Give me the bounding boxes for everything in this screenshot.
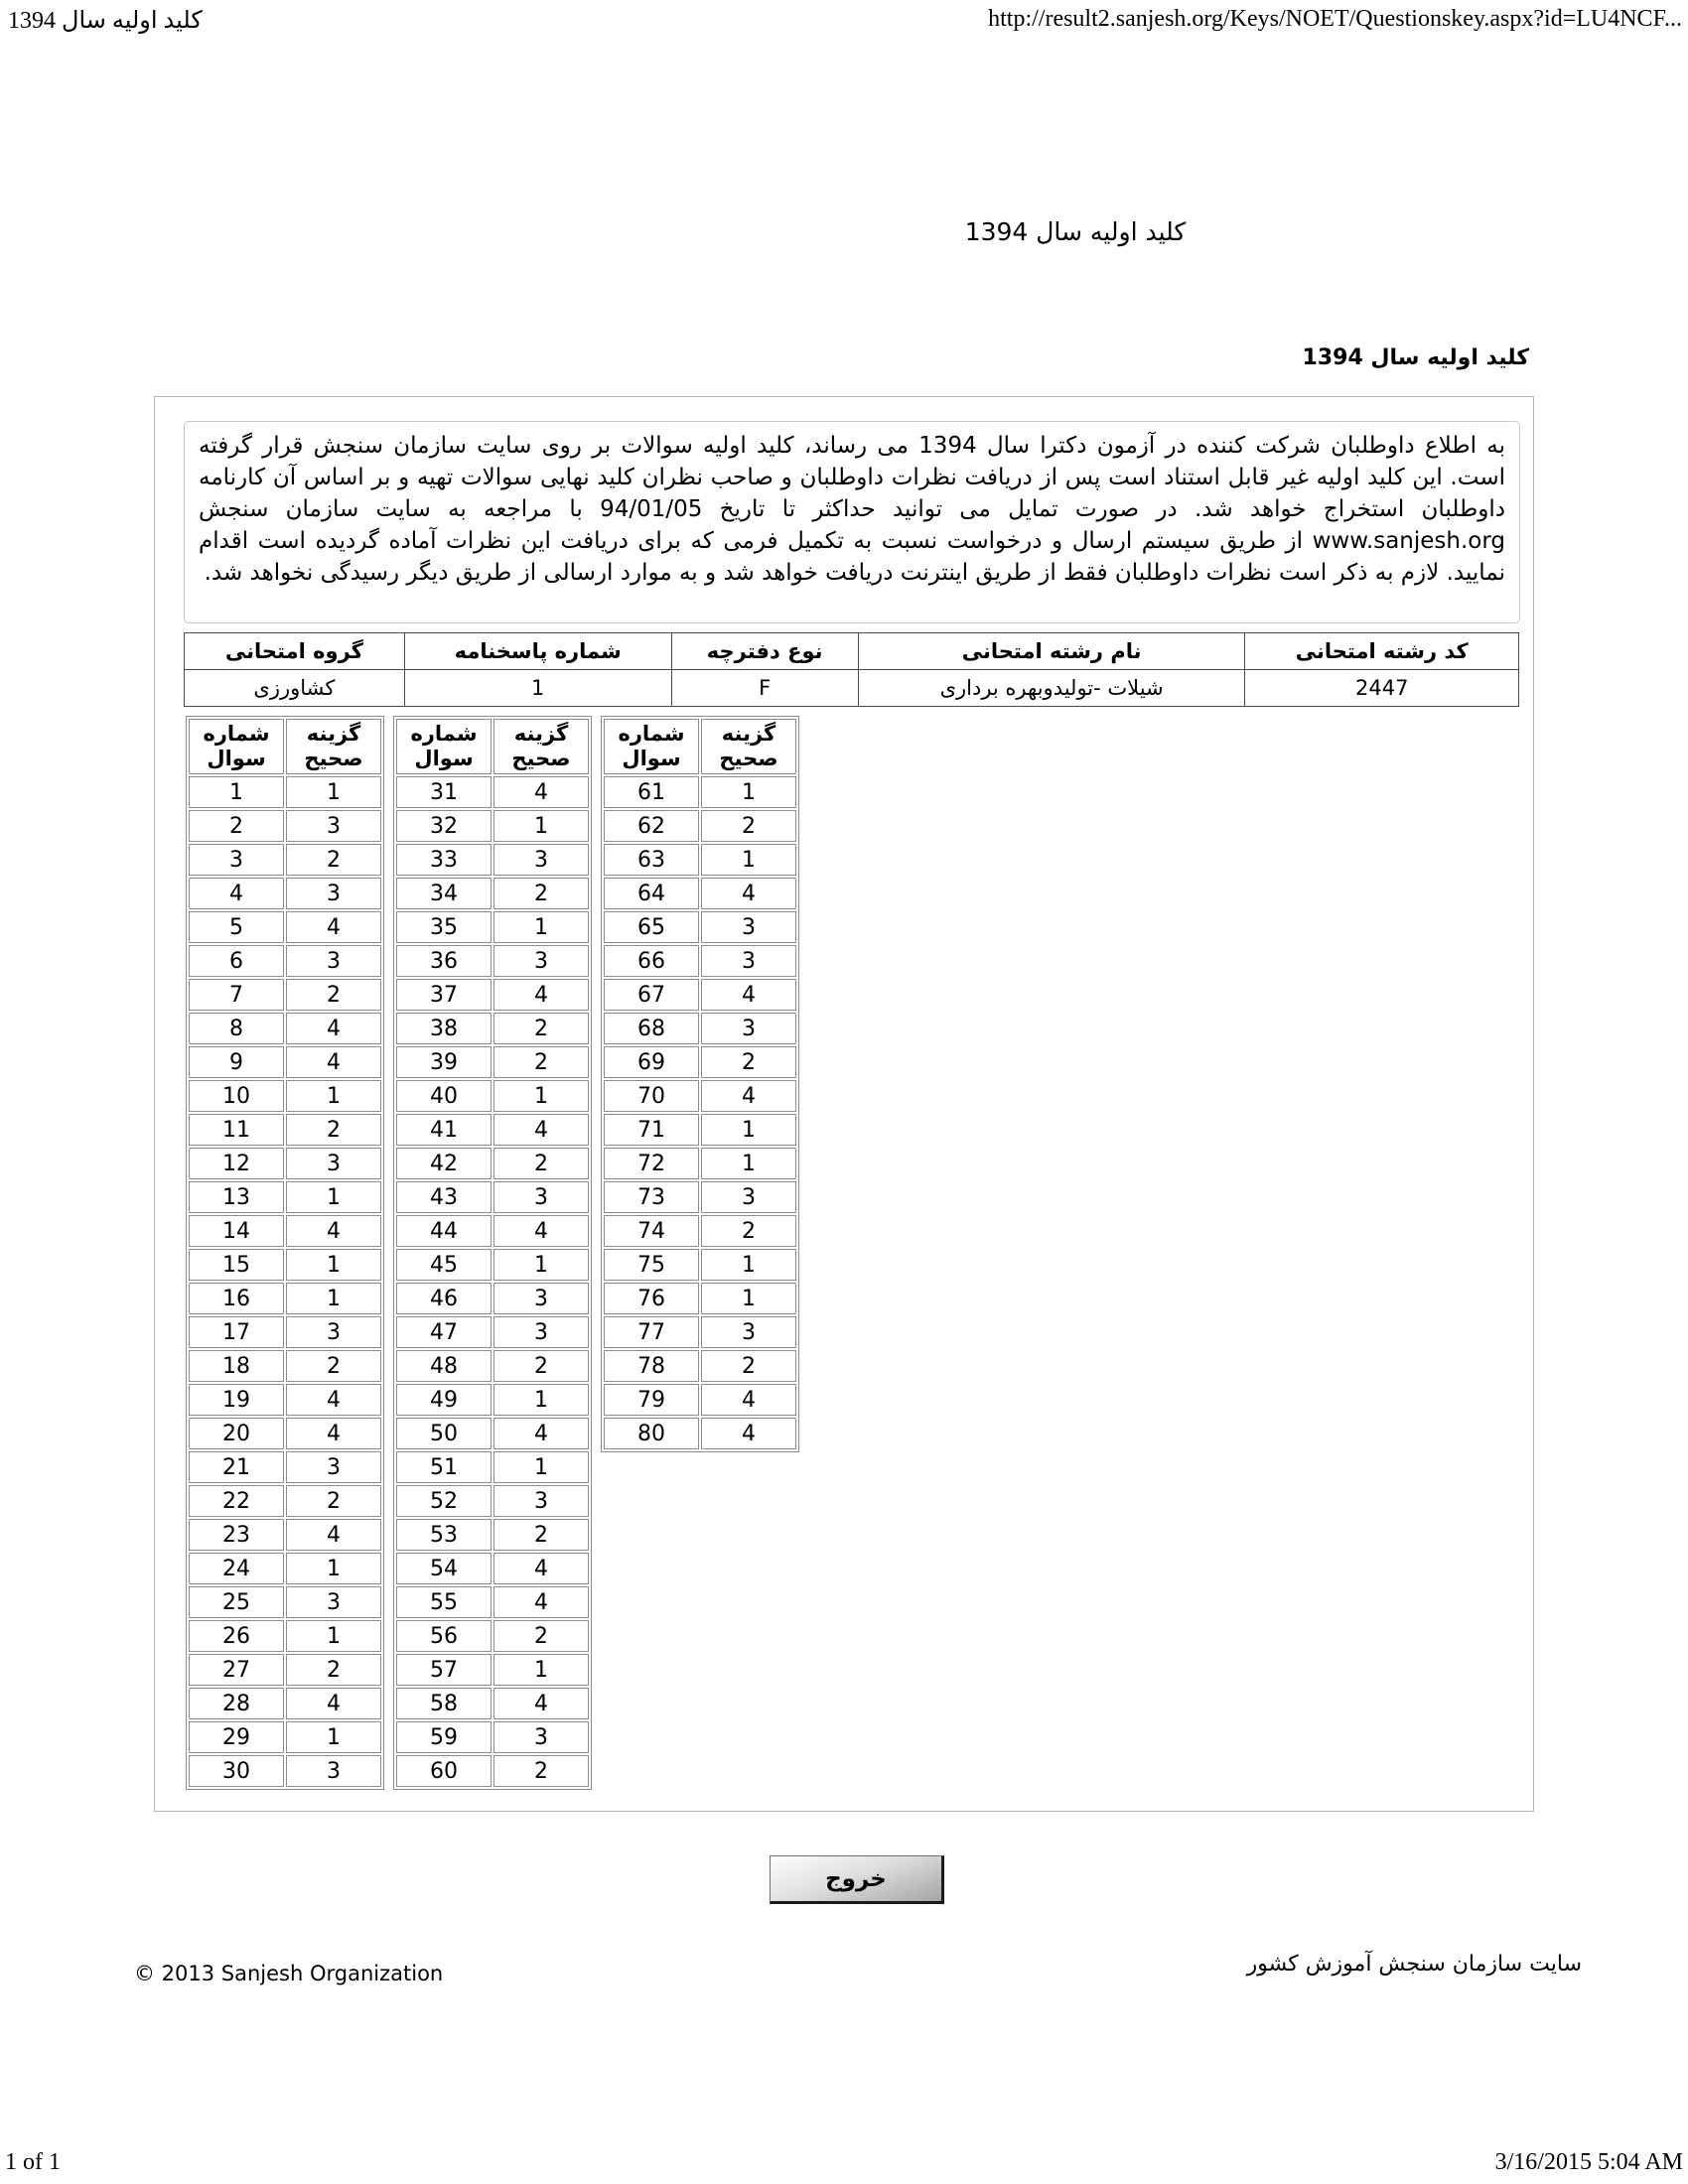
answer-table-1-30 xyxy=(186,716,384,1790)
correct-option: 3 xyxy=(286,810,381,842)
page-subtitle: کلید اولیه سال 1394 xyxy=(1302,345,1529,370)
print-header-title: کلید اولیه سال 1394 xyxy=(8,8,203,34)
question-number: 26 xyxy=(189,1620,284,1652)
question-number: 21 xyxy=(189,1451,284,1483)
question-number: 78 xyxy=(604,1350,699,1382)
question-number: 2 xyxy=(189,810,284,842)
question-number: 8 xyxy=(189,1013,284,1044)
answer-row xyxy=(189,1283,381,1314)
question-number: 69 xyxy=(604,1046,699,1078)
question-number: 45 xyxy=(396,1249,492,1281)
answer-row xyxy=(396,1586,589,1618)
correct-option: 1 xyxy=(701,1283,796,1314)
question-header-line2: سوال xyxy=(622,747,681,770)
correct-option: 4 xyxy=(493,1418,589,1449)
correct-option: 3 xyxy=(701,1181,796,1213)
answer-header-line1: گزینه xyxy=(306,722,361,746)
question-header-line1: شماره xyxy=(618,722,685,746)
answersheet-number-value: 1 xyxy=(404,670,671,707)
answer-row xyxy=(604,1114,796,1146)
answer-row xyxy=(604,1249,796,1281)
correct-option: 1 xyxy=(701,776,796,808)
answer-row xyxy=(604,1283,796,1314)
answer-row xyxy=(396,1721,589,1753)
answer-row xyxy=(604,878,796,909)
answer-header-line2: صحیح xyxy=(511,747,571,770)
correct-option: 1 xyxy=(701,844,796,876)
answer-row xyxy=(604,979,796,1011)
correct-option-header xyxy=(286,719,381,774)
answer-row xyxy=(396,776,589,808)
correct-option: 2 xyxy=(493,878,589,909)
question-number: 23 xyxy=(189,1519,284,1551)
answer-row xyxy=(604,1046,796,1078)
answer-row xyxy=(189,1418,381,1449)
question-number: 80 xyxy=(604,1418,699,1449)
question-number: 58 xyxy=(396,1688,492,1719)
correct-option-header xyxy=(493,719,589,774)
answer-row xyxy=(396,945,589,977)
answer-row xyxy=(396,1755,589,1787)
correct-option-header xyxy=(701,719,796,774)
question-number: 52 xyxy=(396,1485,492,1517)
answer-row xyxy=(396,1249,589,1281)
question-number: 39 xyxy=(396,1046,492,1078)
correct-option: 2 xyxy=(286,1485,381,1517)
correct-option: 4 xyxy=(493,1215,589,1247)
correct-option: 1 xyxy=(493,1654,589,1686)
answer-row xyxy=(189,979,381,1011)
correct-option: 4 xyxy=(286,1046,381,1078)
correct-option: 1 xyxy=(493,1249,589,1281)
answer-row xyxy=(396,1013,589,1044)
answer-row xyxy=(396,1316,589,1348)
correct-option: 4 xyxy=(701,1418,796,1449)
answer-row xyxy=(189,1148,381,1179)
question-number: 60 xyxy=(396,1755,492,1787)
question-number: 79 xyxy=(604,1384,699,1416)
answer-row xyxy=(396,1553,589,1584)
correct-option: 1 xyxy=(286,1721,381,1753)
answer-row xyxy=(396,1519,589,1551)
answer-row xyxy=(396,1384,589,1416)
correct-option: 1 xyxy=(701,1249,796,1281)
correct-option: 1 xyxy=(493,1080,589,1112)
correct-option: 3 xyxy=(493,1316,589,1348)
question-number: 24 xyxy=(189,1553,284,1584)
answer-row xyxy=(189,1316,381,1348)
answer-row xyxy=(396,911,589,943)
correct-option: 3 xyxy=(286,1586,381,1618)
correct-option: 4 xyxy=(286,911,381,943)
answer-row xyxy=(604,911,796,943)
correct-option: 4 xyxy=(286,1013,381,1044)
answer-row xyxy=(189,1654,381,1686)
question-number: 41 xyxy=(396,1114,492,1146)
correct-option: 2 xyxy=(493,1148,589,1179)
question-header-line2: سوال xyxy=(414,747,474,770)
answer-row xyxy=(189,1215,381,1247)
question-number: 12 xyxy=(189,1148,284,1179)
correct-option: 1 xyxy=(286,1249,381,1281)
answer-row xyxy=(604,1384,796,1416)
answer-row xyxy=(396,1080,589,1112)
answer-row xyxy=(396,1148,589,1179)
question-number: 34 xyxy=(396,878,492,909)
answer-row xyxy=(189,1181,381,1213)
question-number: 65 xyxy=(604,911,699,943)
answer-table-header-row xyxy=(189,719,381,774)
question-number: 16 xyxy=(189,1283,284,1314)
answer-row xyxy=(189,1080,381,1112)
question-number: 29 xyxy=(189,1721,284,1753)
correct-option: 3 xyxy=(286,1755,381,1787)
question-number: 20 xyxy=(189,1418,284,1449)
correct-option: 4 xyxy=(286,1519,381,1551)
correct-option: 3 xyxy=(286,1316,381,1348)
correct-option: 2 xyxy=(701,1046,796,1078)
answer-row xyxy=(604,1350,796,1382)
answer-row xyxy=(189,844,381,876)
question-number: 27 xyxy=(189,1654,284,1686)
correct-option: 1 xyxy=(286,1553,381,1584)
question-number: 59 xyxy=(396,1721,492,1753)
answer-row xyxy=(604,945,796,977)
question-header-line1: شماره xyxy=(203,722,270,746)
correct-option: 1 xyxy=(286,1080,381,1112)
answer-row xyxy=(604,1316,796,1348)
answer-row xyxy=(189,1519,381,1551)
question-number: 71 xyxy=(604,1114,699,1146)
correct-option: 4 xyxy=(493,1586,589,1618)
answer-row xyxy=(604,776,796,808)
correct-option: 3 xyxy=(493,1721,589,1753)
answer-row xyxy=(189,1586,381,1618)
correct-option: 1 xyxy=(701,1114,796,1146)
answer-row xyxy=(189,1721,381,1753)
question-number: 48 xyxy=(396,1350,492,1382)
exam-info-value-row xyxy=(185,670,1519,707)
correct-option: 2 xyxy=(493,1620,589,1652)
question-number: 73 xyxy=(604,1181,699,1213)
correct-option: 3 xyxy=(493,1181,589,1213)
exam-code-header: کد رشته امتحانی xyxy=(1245,633,1519,670)
correct-option: 4 xyxy=(701,878,796,909)
question-number: 50 xyxy=(396,1418,492,1449)
answer-row xyxy=(189,1114,381,1146)
question-number: 19 xyxy=(189,1384,284,1416)
correct-option: 1 xyxy=(286,1283,381,1314)
answer-row xyxy=(604,1418,796,1449)
answer-row xyxy=(604,1181,796,1213)
booklet-type-header: نوع دفترچه xyxy=(671,633,858,670)
question-number: 56 xyxy=(396,1620,492,1652)
answer-row xyxy=(396,1350,589,1382)
answer-row xyxy=(396,1114,589,1146)
print-header-url: http://result2.sanjesh.org/Keys/NOET/Questionskey.aspx?id=LU4NCF... xyxy=(988,6,1682,32)
answer-row xyxy=(189,1755,381,1787)
question-number: 70 xyxy=(604,1080,699,1112)
correct-option: 2 xyxy=(286,1114,381,1146)
answer-row xyxy=(189,1485,381,1517)
answer-row xyxy=(396,979,589,1011)
question-number: 3 xyxy=(189,844,284,876)
answer-row xyxy=(189,1688,381,1719)
question-number: 13 xyxy=(189,1181,284,1213)
correct-option: 2 xyxy=(493,1755,589,1787)
correct-option: 4 xyxy=(286,1215,381,1247)
question-number: 77 xyxy=(604,1316,699,1348)
answer-row xyxy=(189,1553,381,1584)
question-number: 62 xyxy=(604,810,699,842)
question-number: 28 xyxy=(189,1688,284,1719)
correct-option: 1 xyxy=(286,1181,381,1213)
answer-key-tables xyxy=(186,716,799,1790)
correct-option: 1 xyxy=(493,810,589,842)
answer-row xyxy=(396,1654,589,1686)
answer-row xyxy=(396,1451,589,1483)
question-number: 31 xyxy=(396,776,492,808)
answer-row xyxy=(396,844,589,876)
correct-option: 3 xyxy=(493,1485,589,1517)
question-number: 76 xyxy=(604,1283,699,1314)
exit-button[interactable]: خروج xyxy=(770,1855,944,1904)
booklet-type-value: F xyxy=(671,670,858,707)
correct-option: 1 xyxy=(286,776,381,808)
answer-row xyxy=(189,1046,381,1078)
question-number: 42 xyxy=(396,1148,492,1179)
correct-option: 1 xyxy=(286,1620,381,1652)
question-number: 61 xyxy=(604,776,699,808)
question-number: 25 xyxy=(189,1586,284,1618)
answer-row xyxy=(396,878,589,909)
question-number: 14 xyxy=(189,1215,284,1247)
answer-row xyxy=(189,1013,381,1044)
answer-row xyxy=(396,810,589,842)
correct-option: 4 xyxy=(286,1384,381,1416)
question-number: 38 xyxy=(396,1013,492,1044)
exam-code-value: 2447 xyxy=(1245,670,1519,707)
correct-option: 1 xyxy=(493,911,589,943)
question-number: 35 xyxy=(396,911,492,943)
correct-option: 3 xyxy=(493,844,589,876)
correct-option: 2 xyxy=(701,1215,796,1247)
exam-group-header: گروه امتحانی xyxy=(185,633,405,670)
answer-row xyxy=(189,1451,381,1483)
answer-table-31-60 xyxy=(393,716,592,1790)
question-number: 17 xyxy=(189,1316,284,1348)
exam-info-table xyxy=(184,632,1519,707)
answer-row xyxy=(189,776,381,808)
answer-header-line1: گزینه xyxy=(721,722,776,746)
answer-row xyxy=(396,1688,589,1719)
answer-table-header-row xyxy=(396,719,589,774)
answer-row xyxy=(189,1620,381,1652)
question-number: 55 xyxy=(396,1586,492,1618)
answersheet-number-header: شماره پاسخنامه xyxy=(404,633,671,670)
correct-option: 3 xyxy=(701,1013,796,1044)
question-number-header xyxy=(396,719,492,774)
question-number: 57 xyxy=(396,1654,492,1686)
answer-table-61-80 xyxy=(601,716,799,1452)
correct-option: 3 xyxy=(286,878,381,909)
correct-option: 3 xyxy=(286,1451,381,1483)
correct-option: 2 xyxy=(701,810,796,842)
correct-option: 2 xyxy=(493,1350,589,1382)
answer-header-line2: صحیح xyxy=(304,747,363,770)
question-number: 40 xyxy=(396,1080,492,1112)
answer-row xyxy=(604,1215,796,1247)
answer-row xyxy=(396,1181,589,1213)
correct-option: 3 xyxy=(701,911,796,943)
correct-option: 4 xyxy=(493,979,589,1011)
question-number: 64 xyxy=(604,878,699,909)
answer-row xyxy=(396,1046,589,1078)
question-number: 36 xyxy=(396,945,492,977)
correct-option: 3 xyxy=(286,945,381,977)
answer-row xyxy=(396,1418,589,1449)
question-number: 51 xyxy=(396,1451,492,1483)
correct-option: 2 xyxy=(493,1046,589,1078)
copyright-text: © 2013 Sanjesh Organization xyxy=(134,1962,444,1985)
question-number: 15 xyxy=(189,1249,284,1281)
exam-group-value: کشاورزی xyxy=(185,670,405,707)
answer-row xyxy=(189,1384,381,1416)
major-name-value: شیلات -تولیدوبهره برداری xyxy=(858,670,1245,707)
question-number-header xyxy=(189,719,284,774)
question-number: 32 xyxy=(396,810,492,842)
question-number: 11 xyxy=(189,1114,284,1146)
answer-header-line2: صحیح xyxy=(719,747,778,770)
correct-option: 4 xyxy=(286,1418,381,1449)
answer-row xyxy=(604,810,796,842)
answer-row xyxy=(189,945,381,977)
answer-row xyxy=(604,1148,796,1179)
correct-option: 2 xyxy=(286,979,381,1011)
answer-row xyxy=(604,1013,796,1044)
correct-option: 2 xyxy=(286,1350,381,1382)
question-number: 1 xyxy=(189,776,284,808)
question-header-line2: سوال xyxy=(207,747,266,770)
correct-option: 1 xyxy=(493,1451,589,1483)
question-number: 6 xyxy=(189,945,284,977)
correct-option: 2 xyxy=(493,1519,589,1551)
answer-row xyxy=(189,810,381,842)
answer-row xyxy=(396,1485,589,1517)
question-number: 22 xyxy=(189,1485,284,1517)
correct-option: 4 xyxy=(493,1688,589,1719)
question-number: 7 xyxy=(189,979,284,1011)
question-number: 5 xyxy=(189,911,284,943)
question-header-line1: شماره xyxy=(410,722,478,746)
question-number: 63 xyxy=(604,844,699,876)
question-number: 74 xyxy=(604,1215,699,1247)
answer-row xyxy=(604,1080,796,1112)
correct-option: 4 xyxy=(701,979,796,1011)
correct-option: 3 xyxy=(493,1283,589,1314)
correct-option: 3 xyxy=(701,1316,796,1348)
correct-option: 3 xyxy=(701,945,796,977)
answer-row xyxy=(396,1620,589,1652)
answer-row xyxy=(396,1215,589,1247)
question-number: 67 xyxy=(604,979,699,1011)
correct-option: 4 xyxy=(493,1553,589,1584)
exam-info-header-row xyxy=(185,633,1519,670)
question-number: 44 xyxy=(396,1215,492,1247)
question-number: 46 xyxy=(396,1283,492,1314)
question-number: 47 xyxy=(396,1316,492,1348)
question-number: 10 xyxy=(189,1080,284,1112)
question-number: 72 xyxy=(604,1148,699,1179)
major-name-header: نام رشته امتحانی xyxy=(858,633,1245,670)
answer-row xyxy=(189,1249,381,1281)
answer-row xyxy=(189,911,381,943)
correct-option: 2 xyxy=(286,1654,381,1686)
correct-option: 4 xyxy=(493,776,589,808)
correct-option: 3 xyxy=(286,1148,381,1179)
correct-option: 2 xyxy=(286,844,381,876)
answer-row xyxy=(189,878,381,909)
question-number: 37 xyxy=(396,979,492,1011)
question-number: 75 xyxy=(604,1249,699,1281)
answer-row xyxy=(604,844,796,876)
page-title: کلید اولیه سال 1394 xyxy=(964,217,1187,246)
correct-option: 3 xyxy=(493,945,589,977)
notice-text: به اطلاع داوطلبان شرکت کننده در آزمون دکترا سال 1394 می رساند، کلید اولیه سوالات بر روی سایت سازمان سنجش قرار گرفته است. این کلید اولیه غیر قابل استناد است پس از دریافت نظرات داوطلبان و صاحب نظران کلید نهایی سوالات تهیه و بر اساس آن کارنامه داوطلبان استخراج خواهد شد. در صورت تمایل می توانید حداکثر تا تاریخ 94/01/05 با مراجعه به سایت سازمان سنجش www.sanjesh.org از طریق سیستم ارسال و درخواست نسبت به تکمیل فرمی که برای دریافت این نظرات آماده گردیده است اقدام نمایید. لازم به ذکر است نظرات داوطلبان فقط از طریق اینترنت دریافت خواهد شد و به موارد ارسالی از طریق دیگر رسیدگی نخواهد شد. xyxy=(184,421,1520,623)
answer-row xyxy=(189,1350,381,1382)
correct-option: 4 xyxy=(701,1080,796,1112)
question-number: 33 xyxy=(396,844,492,876)
correct-option: 2 xyxy=(493,1013,589,1044)
question-number: 9 xyxy=(189,1046,284,1078)
answer-row xyxy=(396,1283,589,1314)
question-number: 49 xyxy=(396,1384,492,1416)
answer-table-header-row xyxy=(604,719,796,774)
question-number: 18 xyxy=(189,1350,284,1382)
question-number: 68 xyxy=(604,1013,699,1044)
question-number: 54 xyxy=(396,1553,492,1584)
question-number: 43 xyxy=(396,1181,492,1213)
correct-option: 4 xyxy=(701,1384,796,1416)
answer-header-line1: گزینه xyxy=(513,722,569,746)
site-name-text: سایت سازمان سنجش آموزش کشور xyxy=(1246,1952,1582,1977)
question-number: 66 xyxy=(604,945,699,977)
question-number: 53 xyxy=(396,1519,492,1551)
correct-option: 1 xyxy=(701,1148,796,1179)
correct-option: 2 xyxy=(701,1350,796,1382)
print-page-count: 1 of 1 xyxy=(5,2149,61,2175)
correct-option: 4 xyxy=(493,1114,589,1146)
correct-option: 4 xyxy=(286,1688,381,1719)
question-number: 30 xyxy=(189,1755,284,1787)
print-timestamp: 3/16/2015 5:04 AM xyxy=(1494,2149,1683,2175)
question-number: 4 xyxy=(189,878,284,909)
question-number-header xyxy=(604,719,699,774)
correct-option: 1 xyxy=(493,1384,589,1416)
